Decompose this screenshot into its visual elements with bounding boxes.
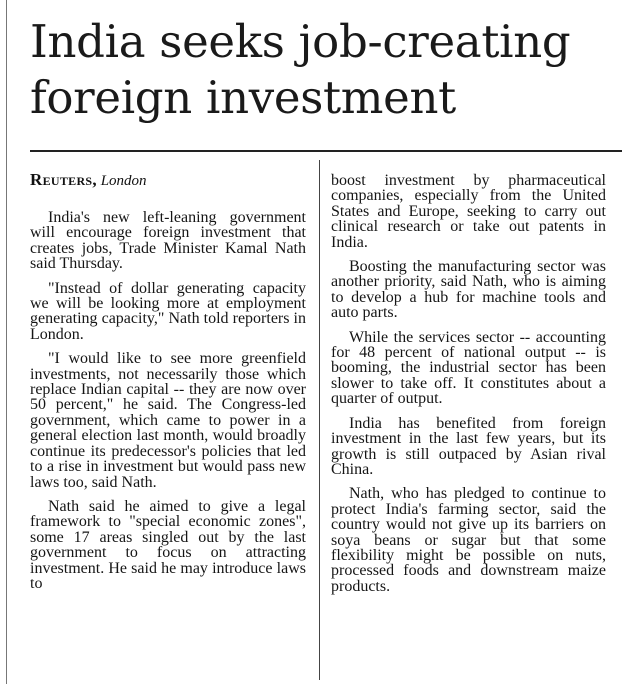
- paragraph: Nath, who has pledged to continue to protect India's farming sector, said the country would not give up its barriers on soya beans or sugar but that some flexibility might be possible on nuts, processed foods and downstream maize products.: [331, 485, 606, 595]
- left-margin-rule: [6, 0, 7, 684]
- paragraph: While the services sector -- accounting for 48 percent of national output -- is booming, the industrial sector has been slower to take off. It constitutes about a quarter of output.: [331, 328, 606, 408]
- byline-location: London: [100, 173, 147, 189]
- headline: [30, 14, 620, 126]
- headline-line-1: India seeks job-creating: [30, 15, 571, 68]
- paragraph: India's new left-leaning government will encourage foreign investment that creates jobs, Trade Minister Kamal Nath said Thursday.: [30, 209, 306, 273]
- article-column-left: [30, 210, 306, 600]
- paragraph-continued: boost investment by pharmaceutical companies, especially from the United States and Europe, seeking to carry out clinical research or take out patents in India.: [331, 172, 606, 251]
- paragraph: "I would like to see more greenfield investments, not necessarily those which replace Indian capital -- they are now over 50 percent," he said. The Congress-led government, which came to power in a general election last month, would broadly continue its predecessor's policies that led to a rise in investment but would pass new laws too, said Nath.: [30, 350, 306, 491]
- paragraph: India has benefited from foreign investment in the last few years, but its growth is still outpaced by Asian rival China.: [331, 414, 606, 478]
- headline-divider: [30, 150, 622, 152]
- paragraph: Nath said he aimed to give a legal framework to "special economic zones", some 17 areas singled out by the last government to focus on attracting investment. He said he may introduce laws to: [30, 497, 306, 592]
- byline-source: Reuters,: [30, 170, 97, 189]
- paragraph: Boosting the manufacturing sector was another priority, said Nath, who is aiming to develop a hub for machine tools and auto parts.: [331, 258, 606, 322]
- column-divider: [319, 160, 320, 680]
- article-column-right: [331, 173, 606, 603]
- byline: [30, 171, 306, 190]
- paragraph: "Instead of dollar generating capacity we will be looking more at employment generating capacity," Nath told reporters in London.: [30, 279, 306, 343]
- headline-line-2: foreign investment: [30, 71, 456, 124]
